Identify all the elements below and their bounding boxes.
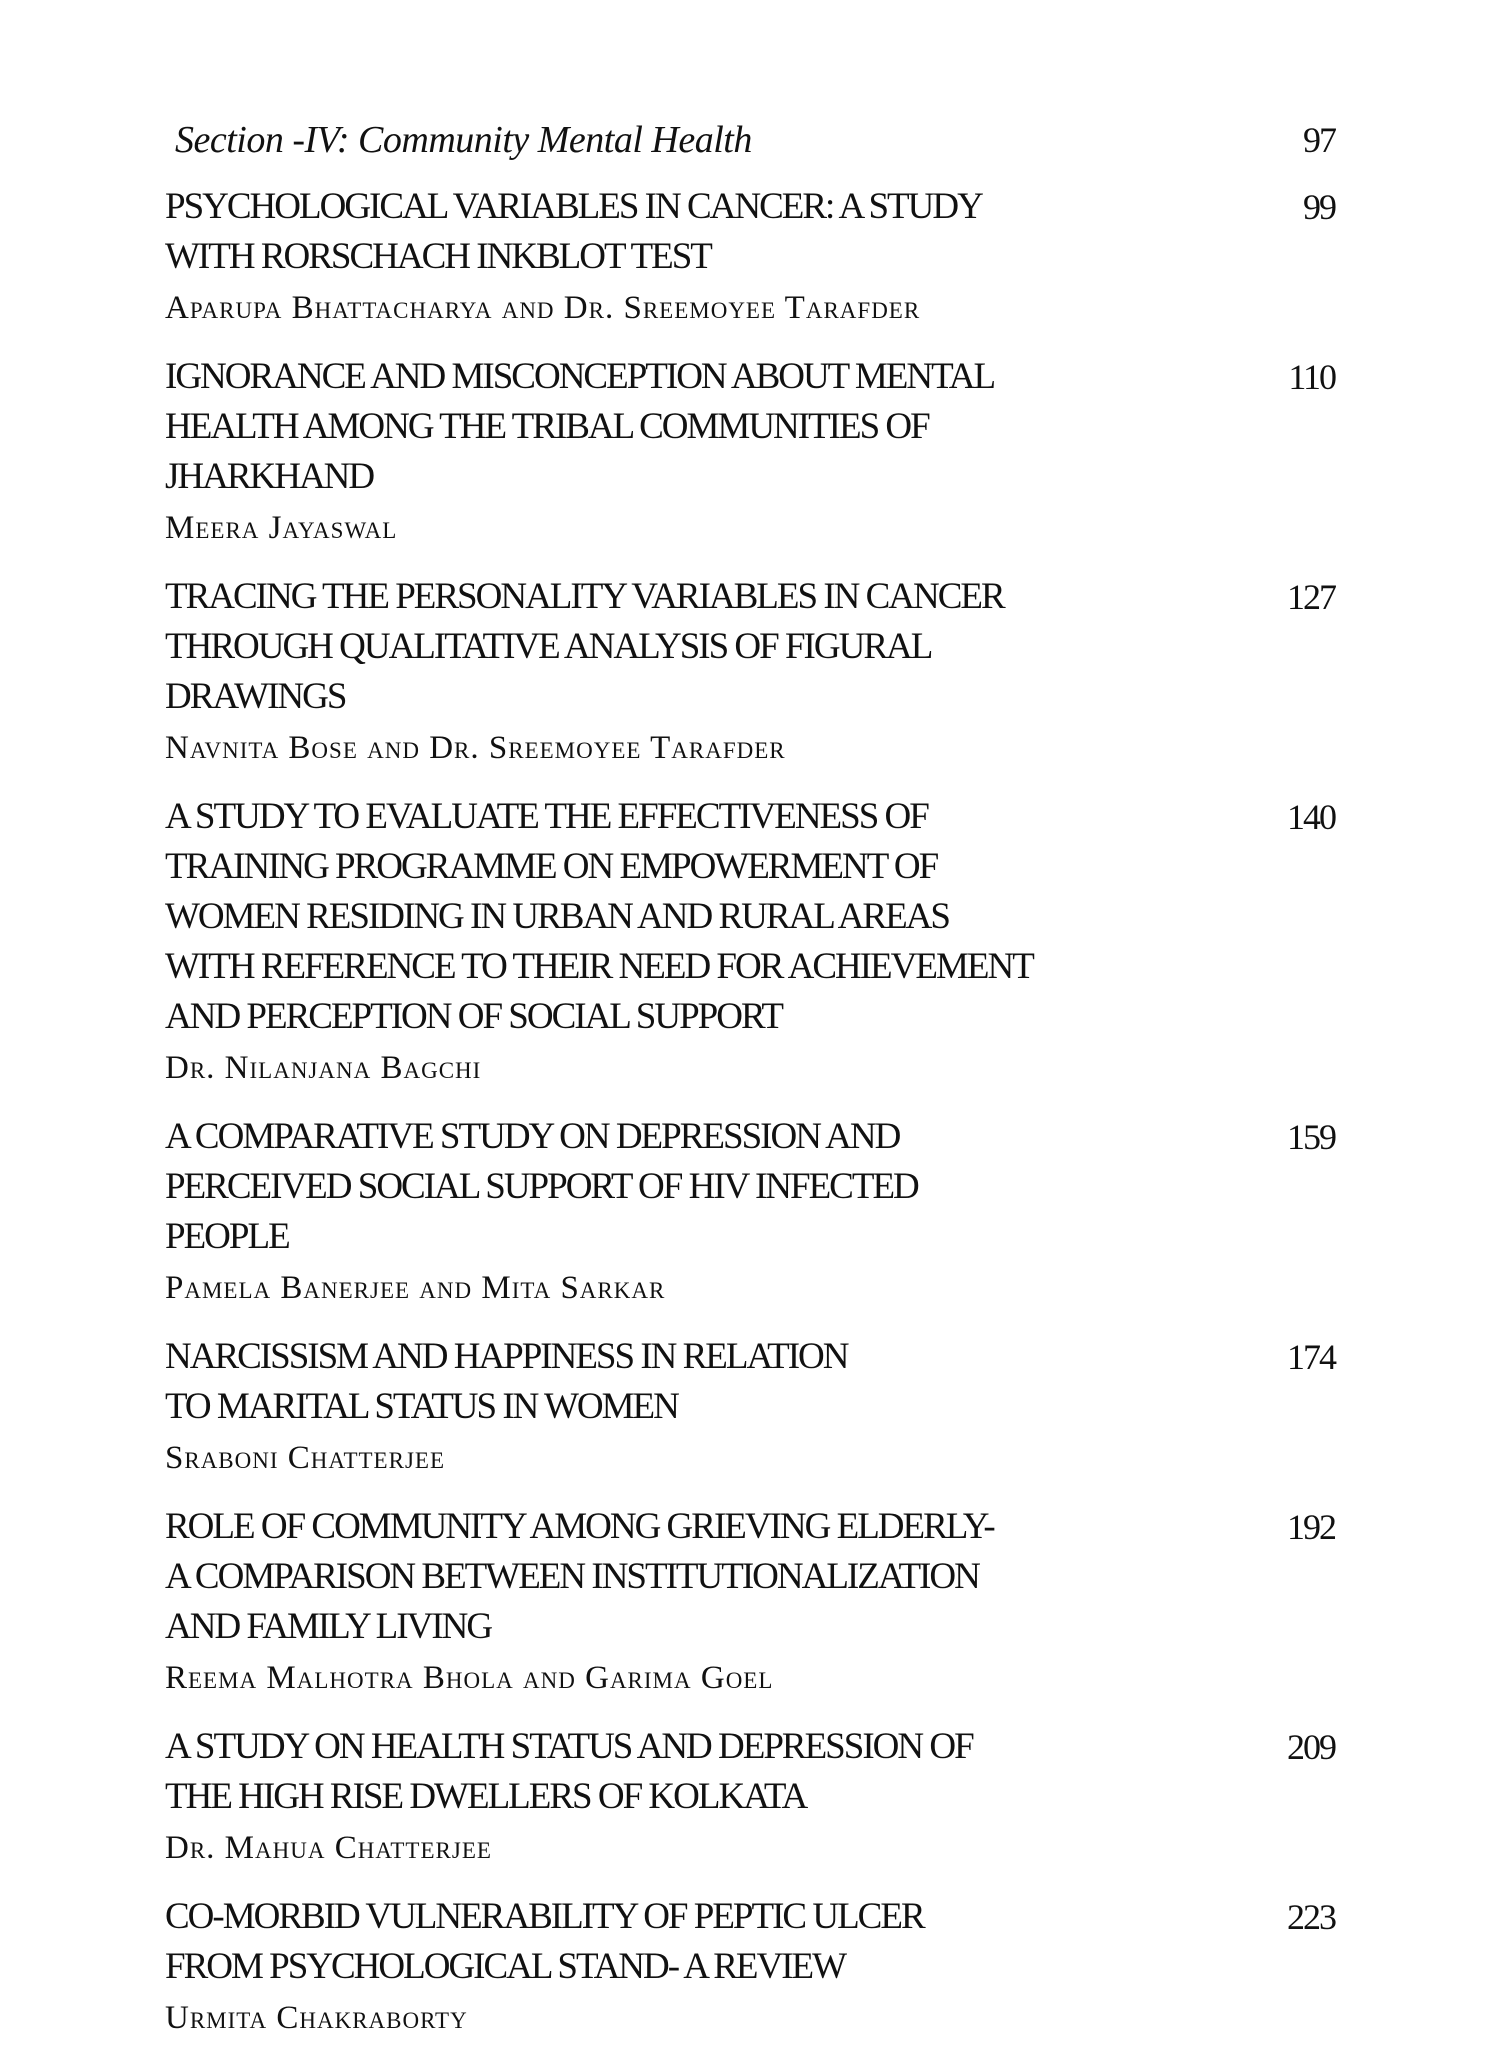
toc-entry-body <box>165 1892 1165 2042</box>
entry-authors: Aparupa Bhattacharya and Dr. Sreemoyee Tarafder <box>165 290 921 326</box>
entry-title: ROLE OF COMMUNITY AMONG GRIEVING ELDERLY- A COMPARISON BETWEEN INSTITUTIONALIZATION AND FAMILY LIVING <box>165 1506 994 1647</box>
entry-page-number: 174 <box>1287 1337 1335 1377</box>
toc-entry[interactable] <box>165 1722 1335 1872</box>
entry-title: A COMPARATIVE STUDY ON DEPRESSION AND PERCEIVED SOCIAL SUPPORT OF HIV INFECTED PEOPLE <box>165 1116 918 1257</box>
toc-entry-body <box>165 1332 1165 1482</box>
toc-entry-body <box>165 352 1165 552</box>
entry-title: TRACING THE PERSONALITY VARIABLES IN CANCER THROUGH QUALITATIVE ANALYSIS OF FIGURAL DRAWINGS <box>165 576 1004 717</box>
toc-list <box>165 182 1335 2062</box>
entry-authors: Dr. Mahua Chatterjee <box>165 1830 492 1866</box>
toc-entry[interactable] <box>165 352 1335 552</box>
entry-authors: Pamela Banerjee and Mita Sarkar <box>165 1270 666 1306</box>
entry-authors: Sraboni Chatterjee <box>165 1440 445 1476</box>
toc-entry[interactable] <box>165 1112 1335 1312</box>
entry-authors: Urmita Chakraborty <box>165 2000 468 2036</box>
entry-title: PSYCHOLOGICAL VARIABLES IN CANCER: A STUDY WITH RORSCHACH INKBLOT TEST <box>165 186 982 277</box>
section-heading <box>175 118 1335 162</box>
toc-entry[interactable] <box>165 572 1335 772</box>
entry-title: IGNORANCE AND MISCONCEPTION ABOUT MENTAL HEALTH AMONG THE TRIBAL COMMUNITIES OF JHARKHAND <box>165 356 995 497</box>
toc-entry-body <box>165 182 1165 332</box>
entry-title: CO-MORBID VULNERABILITY OF PEPTIC ULCER FROM PSYCHOLOGICAL STAND- A REVIEW <box>165 1896 924 1987</box>
toc-entry[interactable] <box>165 792 1335 1092</box>
toc-entry[interactable] <box>165 1892 1335 2042</box>
entry-title: NARCISSISM AND HAPPINESS IN RELATION TO MARITAL STATUS IN WOMEN <box>165 1336 848 1427</box>
entry-authors: Navnita Bose and Dr. Sreemoyee Tarafder <box>165 730 786 766</box>
entry-authors: Reema Malhotra Bhola and Garima Goel <box>165 1660 774 1696</box>
entry-page-number: 209 <box>1287 1727 1335 1767</box>
entry-authors: Meera Jayaswal <box>165 510 398 546</box>
toc-entry-body <box>165 1722 1165 1872</box>
section-title: Section -IV: Community Mental Health <box>175 119 752 161</box>
entry-page-number: 192 <box>1287 1507 1335 1547</box>
entry-title: A STUDY ON HEALTH STATUS AND DEPRESSION OF THE HIGH RISE DWELLERS OF KOLKATA <box>165 1726 973 1817</box>
toc-entry[interactable] <box>165 182 1335 332</box>
entry-page-number: 159 <box>1287 1117 1335 1157</box>
toc-entry-body <box>165 572 1165 772</box>
entry-page-number: 110 <box>1288 357 1335 397</box>
entry-page-number: 223 <box>1287 1897 1335 1937</box>
toc-entry-body <box>165 1112 1165 1312</box>
toc-entry-body <box>165 792 1165 1092</box>
entry-title: A STUDY TO EVALUATE THE EFFECTIVENESS OF TRAINING PROGRAMME ON EMPOWERMENT OF WOMEN RESIDING IN URBAN AND RURAL AREAS WITH REFERENCE TO THEIR NEED FOR ACHIEVEMENT AND PERCEPTION OF SOCIAL SUPPORT <box>165 796 1033 1037</box>
toc-entry-body <box>165 1502 1165 1702</box>
section-page-number: 97 <box>1303 120 1335 160</box>
entry-page-number: 127 <box>1287 577 1335 617</box>
toc-entry[interactable] <box>165 1502 1335 1702</box>
entry-page-number: 99 <box>1303 187 1335 227</box>
toc-entry[interactable] <box>165 1332 1335 1482</box>
entry-page-number: 140 <box>1287 797 1335 837</box>
entry-authors: Dr. Nilanjana Bagchi <box>165 1050 482 1086</box>
